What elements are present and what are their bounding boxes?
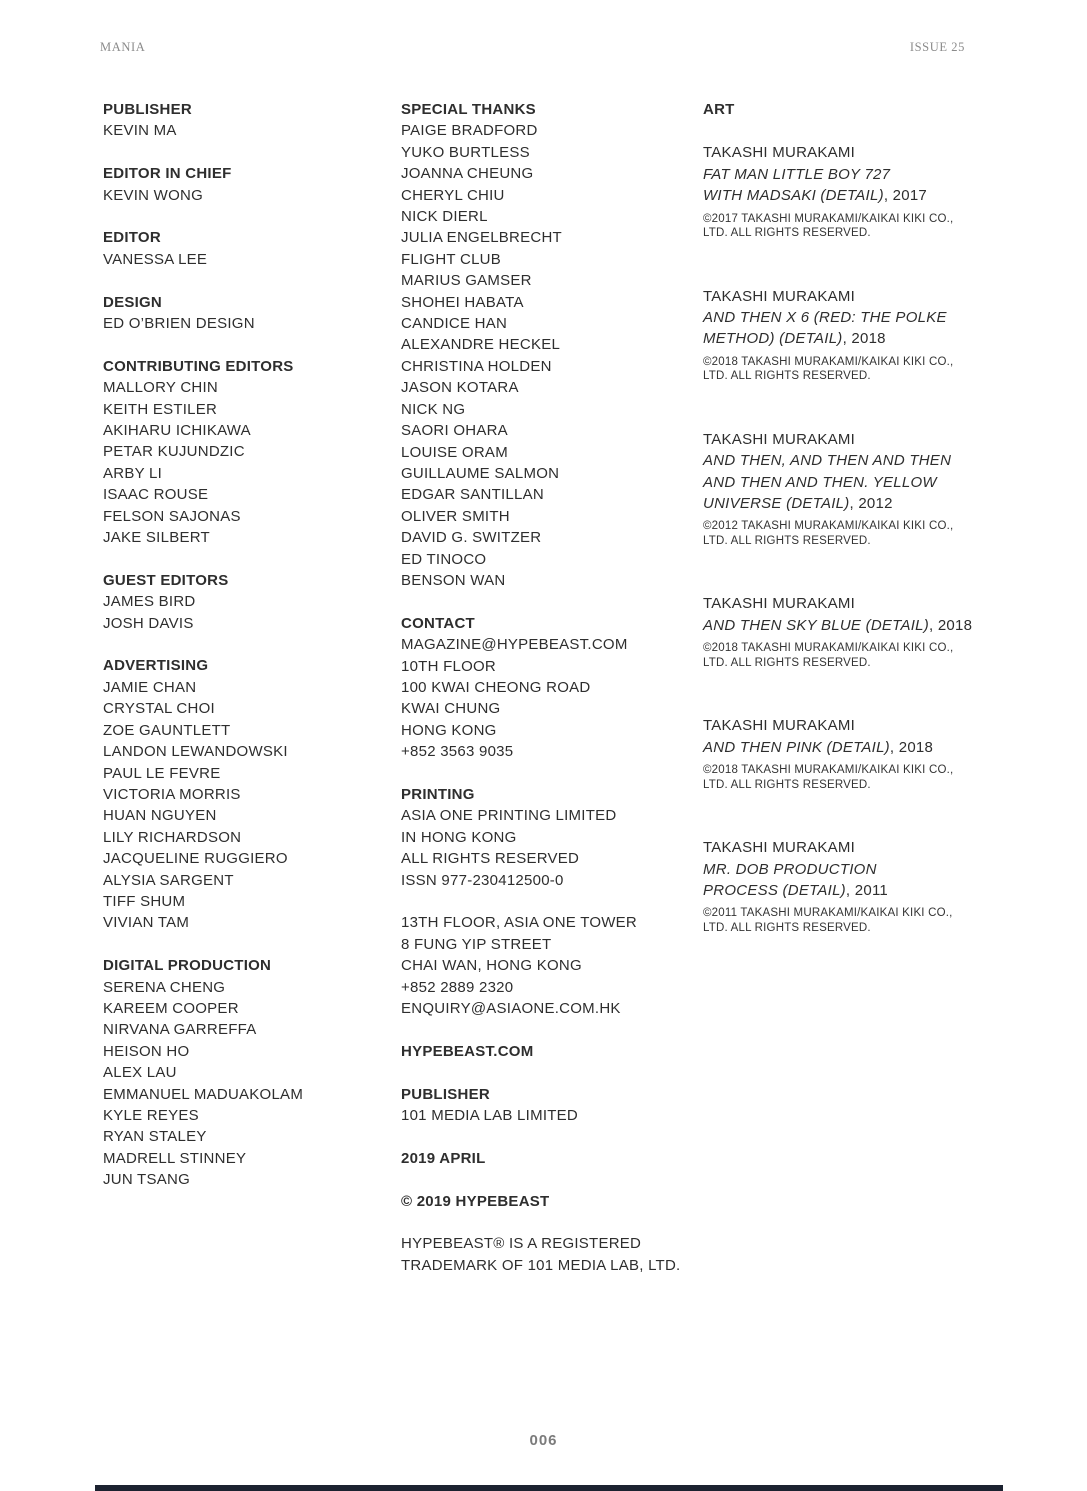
section-title: PRINTING [401, 785, 475, 803]
credit-line: 10TH FLOOR [401, 657, 497, 675]
credit-line: JAKE SILBERT [103, 529, 210, 547]
artist-name: TAKASHI MURAKAMI [703, 287, 856, 305]
masthead-section [401, 784, 693, 891]
section-title: SPECIAL THANKS [401, 101, 536, 118]
masthead-section [401, 99, 693, 591]
credit-line: VICTORIA MORRIS [103, 785, 241, 803]
credit-line: JOSH DAVIS [103, 614, 194, 632]
credit-line: PAUL LE FEVRE [103, 764, 221, 782]
section-title: 2019 APRIL [401, 1149, 486, 1167]
artwork-year: , 2012 [849, 495, 893, 513]
credit-line: 101 MEDIA LAB LIMITED [401, 1107, 578, 1125]
artist-name: TAKASHI MURAKAMI [703, 595, 856, 613]
credit-line: LOUISE ORAM [401, 443, 508, 461]
credit-line: PAIGE BRADFORD [401, 122, 538, 140]
credit-line: 13TH FLOOR, ASIA ONE TOWER [401, 914, 638, 932]
credit-line: HUAN NGUYEN [103, 807, 217, 825]
masthead-section [103, 292, 395, 335]
copyright-line: LTD. ALL RIGHTS RESERVED. [703, 921, 871, 934]
artwork-title-line: AND THEN SKY BLUE (DETAIL), 2018 [703, 616, 973, 634]
credit-line: HYPEBEAST® IS A REGISTERED [401, 1235, 642, 1253]
masthead-section [401, 912, 693, 1019]
running-head-issue: ISSUE 25 [909, 40, 965, 54]
section-title: EDITOR [103, 229, 161, 247]
credit-line: MADRELL STINNEY [103, 1149, 247, 1167]
section-title: PUBLISHER [401, 1085, 490, 1103]
credit-line: TRADEMARK OF 101 MEDIA LAB, LTD. [401, 1256, 681, 1274]
credit-line: GUILLAUME SALMON [401, 464, 560, 482]
credit-line: +852 3563 9035 [401, 743, 514, 761]
artwork-year: , 2018 [929, 616, 973, 634]
credit-line: ED TINOCO [401, 550, 487, 568]
art-credit-entry [703, 837, 995, 935]
copyright-line: LTD. ALL RIGHTS RESERVED. [703, 534, 871, 547]
section-title: CONTRIBUTING EDITORS [103, 357, 294, 375]
credit-line: ASIA ONE PRINTING LIMITED [401, 807, 617, 825]
credit-line: ISAAC ROUSE [103, 486, 209, 504]
artwork-copyright [703, 519, 995, 548]
credit-line: CRYSTAL CHOI [103, 700, 215, 718]
section-title: EDITOR IN CHIEF [103, 165, 232, 183]
credit-line: ENQUIRY@ASIAONE.COM.HK [401, 1000, 621, 1018]
credit-line: FELSON SAJONAS [103, 507, 241, 525]
artwork-copyright [703, 763, 995, 792]
artwork-title-line: AND THEN AND THEN. YELLOW [703, 473, 937, 491]
credit-line: JOANNA CHEUNG [401, 165, 534, 183]
credit-line: KYLE REYES [103, 1106, 199, 1124]
credit-line: SERENA CHENG [103, 978, 226, 996]
artwork-title-line: AND THEN PINK (DETAIL), 2018 [703, 738, 934, 756]
credit-line: ALYSIA SARGENT [103, 871, 234, 889]
masthead-section [401, 1233, 693, 1276]
masthead-section [401, 1084, 693, 1127]
staff-column [103, 99, 395, 1212]
credit-line: KAREEM COOPER [103, 999, 239, 1017]
masthead-section [401, 1191, 693, 1212]
artist-name: TAKASHI MURAKAMI [703, 144, 856, 162]
credit-line: DAVID G. SWITZER [401, 529, 542, 547]
copyright-line: LTD. ALL RIGHTS RESERVED. [703, 227, 871, 240]
artwork-year: , 2017 [883, 187, 928, 205]
art-credit-list [703, 142, 995, 935]
credit-line: NICK NG [401, 400, 466, 418]
credit-line: LANDON LEWANDOWSKI [103, 743, 288, 761]
credit-line: MAGAZINE@HYPEBEAST.COM [401, 636, 628, 654]
credit-line: KEVIN WONG [103, 186, 204, 204]
credit-line: PETAR KUJUNDZIC [103, 443, 245, 461]
credit-line: ED O’BRIEN DESIGN [103, 315, 255, 333]
credit-line: CHRISTINA HOLDEN [401, 357, 552, 375]
credit-line: EMMANUEL MADUAKOLAM [103, 1085, 304, 1103]
artwork-year: , 2011 [845, 881, 889, 899]
credit-line: LILY RICHARDSON [103, 828, 242, 846]
copyright-line: ©2018 TAKASHI MURAKAMI/KAIKAI KIKI CO., [703, 642, 954, 655]
copyright-line: ©2018 TAKASHI MURAKAMI/KAIKAI KIKI CO., [703, 764, 954, 777]
credit-line: JAMES BIRD [103, 593, 196, 611]
artwork-title-line: METHOD) (DETAIL), 2018 [703, 330, 886, 348]
artwork-title-line: MR. DOB PRODUCTION [703, 860, 877, 878]
section-title: DESIGN [103, 293, 163, 311]
credit-line: OLIVER SMITH [401, 507, 510, 525]
running-head-journal: MANIA [100, 40, 146, 54]
artist-name: TAKASHI MURAKAMI [703, 717, 856, 735]
credit-line: FLIGHT CLUB [401, 250, 501, 268]
credit-line: TIFF SHUM [103, 892, 186, 910]
copyright-line: ©2018 TAKASHI MURAKAMI/KAIKAI KIKI CO., [703, 355, 954, 368]
credit-line: NIRVANA GARREFFA [103, 1021, 257, 1039]
credit-line: HONG KONG [401, 721, 497, 739]
artist-name: TAKASHI MURAKAMI [703, 839, 856, 857]
art-credit-entry [703, 593, 995, 670]
page-number: 006 [529, 1432, 558, 1449]
credit-line: VIVIAN TAM [103, 914, 190, 932]
credit-line: SAORI OHARA [401, 422, 508, 440]
section-title: PUBLISHER [103, 101, 192, 118]
copyright-line: LTD. ALL RIGHTS RESERVED. [703, 370, 871, 383]
artwork-copyright [703, 355, 995, 384]
credit-line: CANDICE HAN [401, 315, 508, 333]
art-credit-entry [703, 286, 995, 384]
art-credit-entry [703, 715, 995, 792]
credit-line: JULIA ENGELBRECHT [401, 229, 562, 247]
masthead-section [401, 613, 693, 763]
section-title: GUEST EDITORS [103, 571, 229, 589]
artwork-title-line: FAT MAN LITTLE BOY 727 [703, 165, 891, 183]
credit-line: MARIUS GAMSER [401, 272, 532, 290]
masthead-section [103, 570, 395, 634]
section-title: ADVERTISING [103, 657, 209, 675]
credit-line: ALEX LAU [103, 1064, 177, 1082]
art-section-title: ART [703, 101, 735, 118]
credit-line: BENSON WAN [401, 571, 506, 589]
artwork-title-line: AND THEN, AND THEN AND THEN [703, 452, 952, 470]
section-title: CONTACT [401, 614, 475, 632]
masthead-section [103, 163, 395, 206]
artist-name: TAKASHI MURAKAMI [703, 430, 856, 448]
credit-line: ZOE GAUNTLETT [103, 721, 231, 739]
masthead-section [401, 1041, 693, 1062]
artwork-title-line: WITH MADSAKI (DETAIL), 2017 [703, 187, 928, 205]
artwork-title-line: AND THEN X 6 (RED: THE POLKE [703, 309, 947, 327]
credit-line: JASON KOTARA [401, 379, 519, 397]
artwork-copyright [703, 212, 995, 241]
credit-line: +852 2889 2320 [401, 978, 514, 996]
credit-line: YUKO BURTLESS [401, 143, 530, 161]
credit-line: EDGAR SANTILLAN [401, 486, 544, 504]
artwork-title-line: UNIVERSE (DETAIL), 2012 [703, 495, 893, 513]
masthead-section [103, 99, 395, 142]
art-credit-entry [703, 142, 995, 240]
credit-line: IN HONG KONG [401, 828, 517, 846]
credit-line: KWAI CHUNG [401, 700, 501, 718]
credit-line: MALLORY CHIN [103, 379, 218, 397]
masthead-section [103, 356, 395, 549]
credit-line: KEITH ESTILER [103, 400, 218, 418]
artwork-title-line: PROCESS (DETAIL), 2011 [703, 881, 889, 899]
credit-line: KEVIN MA [103, 122, 177, 140]
copyright-line: LTD. ALL RIGHTS RESERVED. [703, 778, 871, 791]
masthead-section [103, 655, 395, 933]
thanks-contact-column [401, 99, 693, 1298]
artwork-year: , 2018 [842, 330, 886, 348]
copyright-line: ©2017 TAKASHI MURAKAMI/KAIKAI KIKI CO., [703, 212, 954, 225]
credit-line: CHAI WAN, HONG KONG [401, 957, 582, 975]
masthead-section [401, 1148, 693, 1169]
credit-line: ARBY LI [103, 464, 163, 482]
credit-line: 8 FUNG YIP STREET [401, 935, 552, 953]
masthead-section [103, 955, 395, 1190]
credit-line: CHERYL CHIU [401, 186, 505, 204]
artwork-year: , 2018 [889, 738, 934, 756]
credit-line: SHOHEI HABATA [401, 293, 524, 311]
credit-line: JACQUELINE RUGGIERO [103, 850, 288, 868]
masthead-section [103, 227, 395, 270]
credit-line: NICK DIERL [401, 208, 488, 226]
credit-line: ISSN 977-230412500-0 [401, 871, 564, 889]
artwork-copyright [703, 906, 995, 935]
credit-line: JAMIE CHAN [103, 678, 197, 696]
credit-line: AKIHARU ICHIKAWA [103, 422, 251, 440]
credit-line: ALEXANDRE HECKEL [401, 336, 561, 354]
credit-line: JUN TSANG [103, 1171, 190, 1189]
section-title: DIGITAL PRODUCTION [103, 957, 272, 975]
credit-line: 100 KWAI CHEONG ROAD [401, 678, 591, 696]
credit-line: VANESSA LEE [103, 250, 208, 268]
section-title: HYPEBEAST.COM [401, 1042, 534, 1060]
art-credit-entry [703, 429, 995, 549]
artwork-copyright [703, 641, 995, 670]
next-page-edge [95, 1485, 1003, 1491]
art-credits-column [703, 99, 995, 980]
copyright-line: LTD. ALL RIGHTS RESERVED. [703, 656, 871, 669]
copyright-line: ©2011 TAKASHI MURAKAMI/KAIKAI KIKI CO., [703, 907, 953, 920]
running-head [100, 40, 965, 55]
credit-line: HEISON HO [103, 1042, 190, 1060]
section-title: © 2019 HYPEBEAST [401, 1192, 550, 1210]
credit-line: ALL RIGHTS RESERVED [401, 850, 580, 868]
credit-line: RYAN STALEY [103, 1128, 207, 1146]
copyright-line: ©2012 TAKASHI MURAKAMI/KAIKAI KIKI CO., [703, 520, 954, 533]
